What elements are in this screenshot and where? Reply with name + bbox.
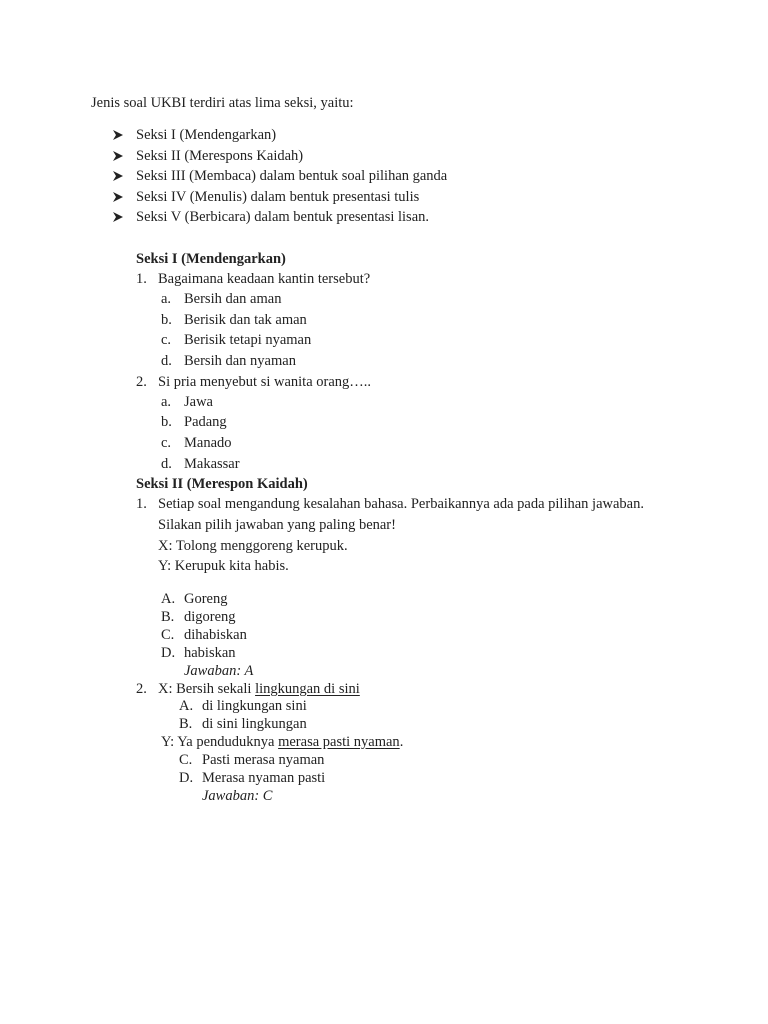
option-letter: B. — [161, 609, 175, 625]
option-letter: b. — [161, 414, 172, 430]
question-number: 2. — [136, 681, 147, 697]
option-text: Berisik dan tak aman — [184, 312, 307, 328]
option-letter: b. — [161, 312, 172, 328]
option-letter: C. — [179, 752, 193, 768]
option-text: Bersih dan nyaman — [184, 353, 296, 369]
underlined-phrase: lingkungan di sini — [255, 681, 360, 697]
option-text: dihabiskan — [184, 627, 247, 643]
dialog-text: . — [399, 734, 404, 750]
list-item: Seksi III (Membaca) dalam bentuk soal pilihan ganda — [136, 168, 448, 184]
intro-text: Jenis soal UKBI terdiri atas lima seksi, yaitu: — [91, 95, 354, 111]
option-text: Bersih dan aman — [184, 291, 282, 307]
dialog-x: X: Tolong menggoreng kerupuk. — [158, 538, 348, 554]
option-text: Berisik tetapi nyaman — [184, 332, 312, 348]
answer-text: Jawaban: C — [202, 788, 273, 804]
option-letter: c. — [161, 435, 172, 451]
option-letter: d. — [161, 353, 172, 369]
dialog-y: Y: Kerupuk kita habis. — [158, 558, 289, 574]
option-text: Goreng — [184, 591, 228, 607]
list-item: Seksi II (Merespons Kaidah) — [136, 148, 304, 164]
arrow-bullet-icon — [112, 129, 124, 141]
arrow-bullet-icon — [112, 150, 124, 162]
arrow-bullet-icon — [112, 211, 124, 223]
dialog-y — [161, 733, 403, 751]
list-item: Seksi V (Berbicara) dalam bentuk presentasi lisan. — [136, 209, 430, 225]
option-letter: d. — [161, 456, 172, 472]
list-item: Seksi I (Mendengarkan) — [136, 127, 277, 143]
question-text: Setiap soal mengandung kesalahan bahasa. Perbaikannya ada pada pilihan jawaban. — [158, 496, 644, 512]
question-text: Bagaimana keadaan kantin tersebut? — [158, 271, 371, 287]
option-letter: a. — [161, 291, 172, 307]
answer-text: Jawaban: A — [184, 663, 254, 679]
option-letter: a. — [161, 394, 172, 410]
dialog-text: Y: Ya penduduknya — [161, 734, 279, 750]
section-heading: Seksi I (Mendengarkan) — [136, 251, 286, 267]
option-letter: A. — [179, 698, 194, 714]
question-number: 1. — [136, 271, 147, 287]
option-text: digoreng — [184, 609, 236, 625]
underlined-phrase: merasa pasti nyaman — [278, 734, 400, 750]
option-text: Pasti merasa nyaman — [202, 752, 325, 768]
dialog-x — [158, 680, 360, 698]
arrow-bullet-icon — [112, 191, 124, 203]
option-letter: D. — [179, 770, 194, 786]
option-letter: B. — [179, 716, 193, 732]
option-text: Padang — [184, 414, 227, 430]
option-letter: D. — [161, 645, 176, 661]
question-number: 2. — [136, 374, 147, 390]
question-text: Si pria menyebut si wanita orang….. — [158, 374, 372, 390]
option-letter: C. — [161, 627, 175, 643]
dialog-text: X: Bersih sekali — [158, 681, 256, 697]
option-text: Jawa — [184, 394, 213, 410]
question-text: Silakan pilih jawaban yang paling benar! — [158, 517, 396, 533]
question-number: 1. — [136, 496, 147, 512]
option-text: Makassar — [184, 456, 240, 472]
option-text: Merasa nyaman pasti — [202, 770, 326, 786]
option-text: di lingkungan sini — [202, 698, 307, 714]
list-item: Seksi IV (Menulis) dalam bentuk presentasi tulis — [136, 189, 420, 205]
arrow-bullet-icon — [112, 170, 124, 182]
option-text: di sini lingkungan — [202, 716, 307, 732]
option-text: Manado — [184, 435, 232, 451]
option-text: habiskan — [184, 645, 236, 661]
section-heading: Seksi II (Merespon Kaidah) — [136, 476, 308, 492]
option-letter: A. — [161, 591, 176, 607]
option-letter: c. — [161, 332, 172, 348]
